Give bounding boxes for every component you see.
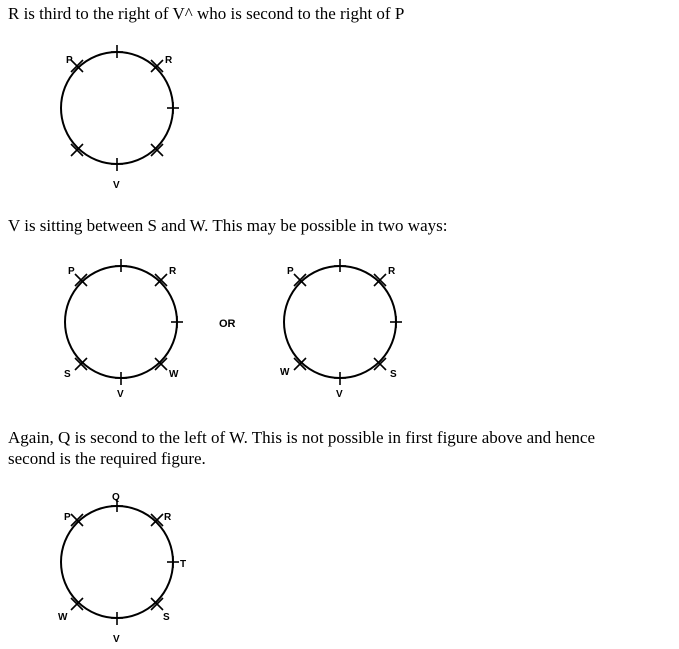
seat-label: S [64,369,71,380]
figure-1 [61,45,179,191]
round-table [65,266,177,378]
figure-2b [280,259,402,400]
seat-label: V [336,389,343,400]
figure-3 [58,492,186,645]
seat-label: R [164,512,172,523]
seat-label: W [169,369,179,380]
seat-label: V [113,180,120,191]
seat-label: P [64,512,71,523]
seat-label: S [390,369,397,380]
or-label: OR [219,318,236,330]
seat-label: V [117,389,124,400]
seat-label: W [280,367,290,378]
seat-label: P [287,266,294,277]
round-table [61,52,173,164]
seat-label: R [165,55,173,66]
third-statement-line-1: Again, Q is second to the left of W. This is not possible in first figure above and hence [8,428,596,447]
figure-2a [64,259,183,400]
seat-label: P [66,55,73,66]
intro-statement: R is third to the right of V^ who is second to the right of P [8,4,405,23]
seat-label: T [180,559,187,570]
seat-label: R [388,266,396,277]
third-statement-line-2: second is the required figure. [8,449,206,468]
seat-label: Q [112,492,120,503]
seat-label: V [113,634,120,645]
round-table [284,266,396,378]
seat-label: S [163,612,170,623]
seat-label: P [68,266,75,277]
round-table [61,506,173,618]
seat-label: R [169,266,177,277]
seat-label: W [58,612,68,623]
second-statement: V is sitting between S and W. This may be possible in two ways: [8,216,448,235]
